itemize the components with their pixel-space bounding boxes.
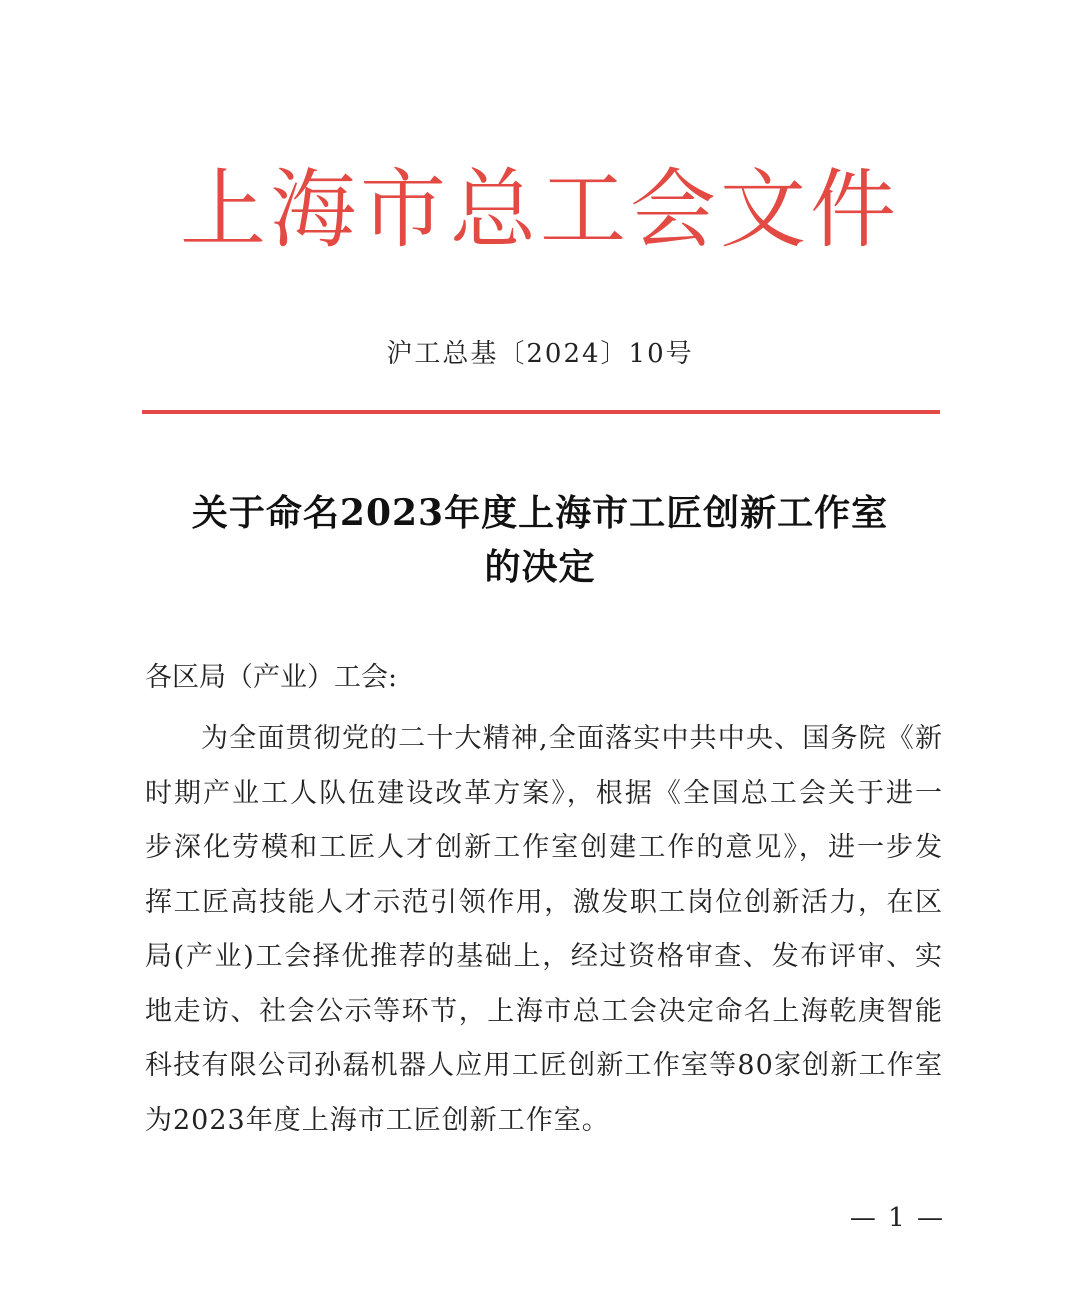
- page-number: — 1 —: [849, 1203, 945, 1233]
- document-title-line-2: 的决定: [484, 546, 596, 588]
- salutation: 各区局（产业）工会:: [145, 662, 398, 693]
- document-masthead: 上海市总工会文件: [180, 160, 900, 260]
- red-divider-line: [142, 410, 940, 414]
- document-title: [100, 486, 980, 594]
- document-number: 沪工总基〔2024〕10号: [386, 339, 694, 369]
- body-paragraph: 为全面贯彻党的二十大精神,全面落实中共中央、国务院《新时期产业工人队伍建设改革方案》，根据《全国总工会关于进一步深化劳模和工匠人才创新工作室创建工作的意见》，进一步发挥工匠高技能人才示范引领作用，激发职工岗位创新活力，在区局(产业)工会择优推荐的基础上，经过资格审查、发布评审、实地走访、社会公示等环节，上海市总工会决定命名上海乾庚智能科技有限公司孙磊机器人应用工匠创新工作室等80家创新工作室为2023年度上海市工匠创新工作室。: [145, 723, 943, 1136]
- document-title-line-1: 关于命名2023年度上海市工匠创新工作室: [191, 492, 889, 534]
